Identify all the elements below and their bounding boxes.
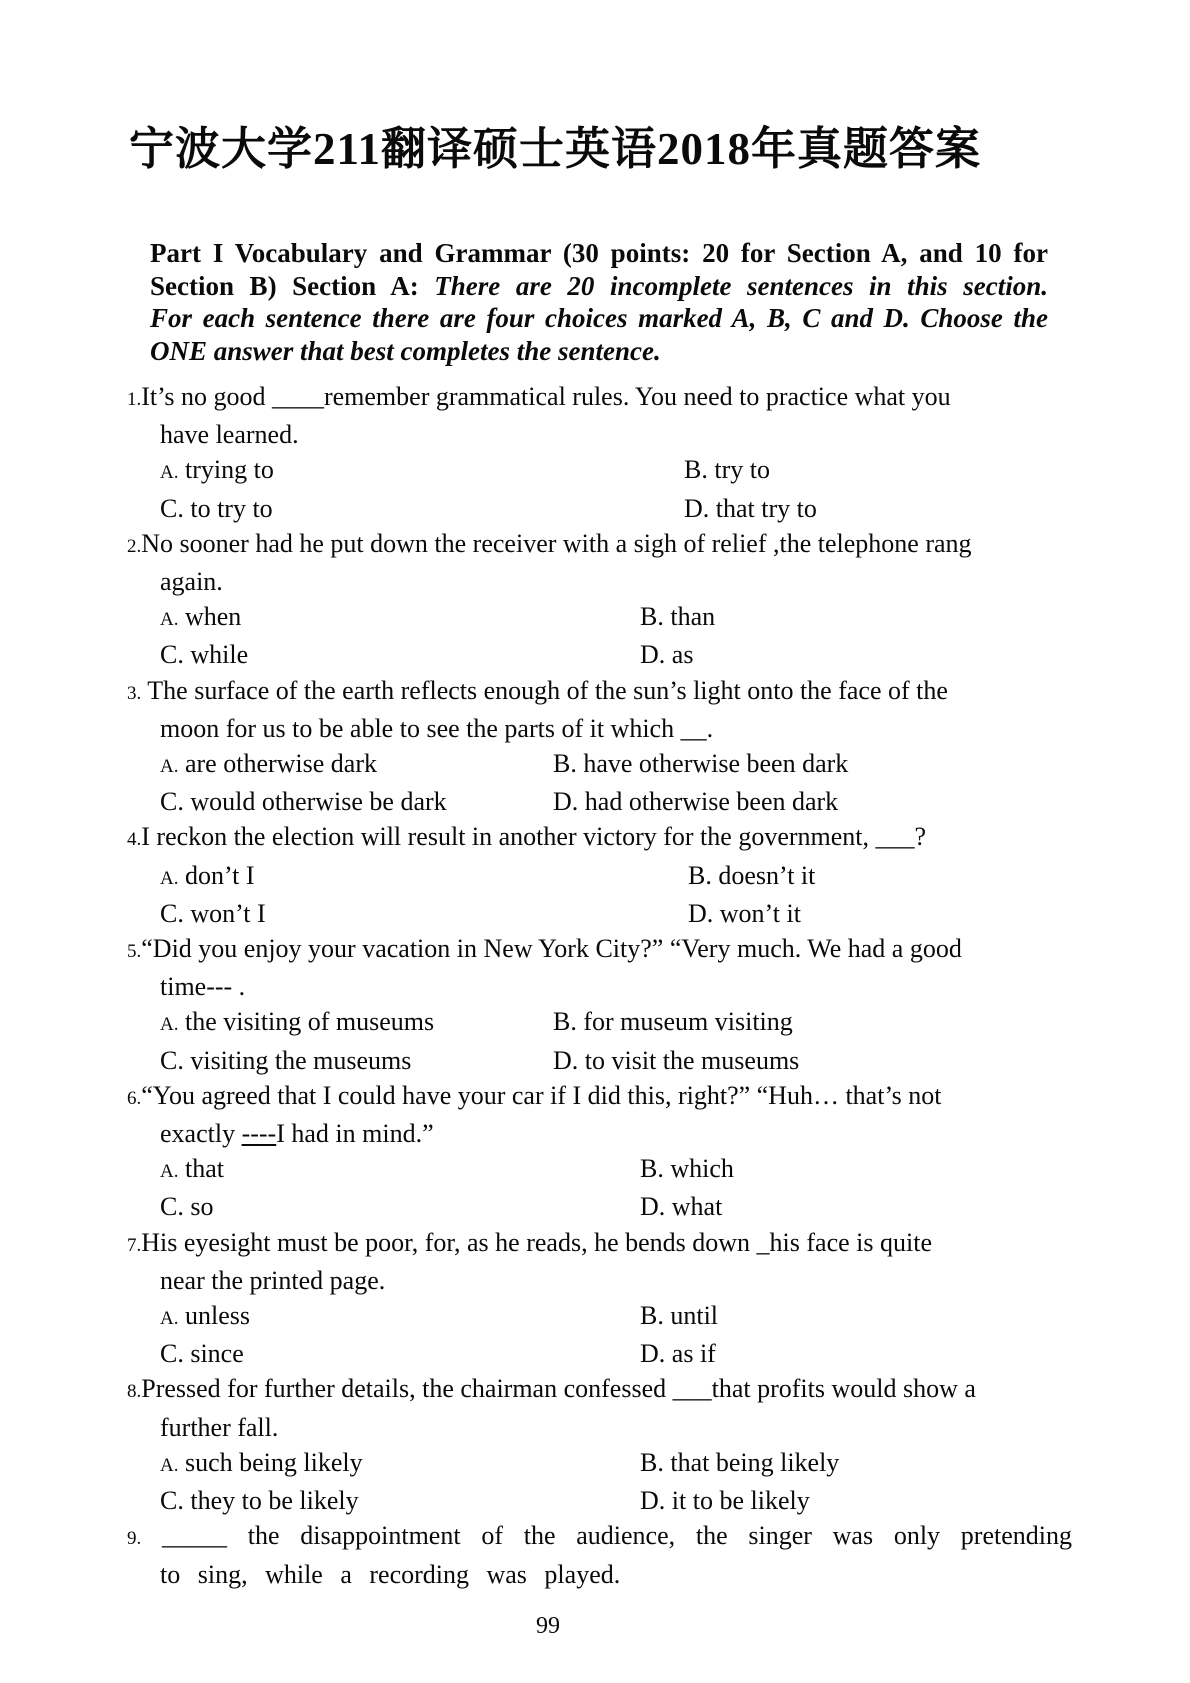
question-text: Pressed for further details, the chairman confessed ___that profits would show a — [141, 1374, 976, 1404]
option-d — [640, 1189, 722, 1224]
option-d — [688, 896, 801, 931]
options-row — [160, 491, 1072, 526]
option-b — [553, 746, 848, 781]
question-line — [127, 1225, 1072, 1263]
question-text-part: exactly — [160, 1119, 242, 1149]
question-text: It’s no good ____remember grammatical rules. You need to practice what you — [141, 382, 951, 411]
option-text: they to be likely — [190, 1486, 359, 1516]
page-title: 宁波大学211翻译硕士英语2018年真题答案 — [128, 124, 982, 174]
option-letter: D. — [640, 1339, 666, 1369]
question-2 — [127, 526, 1072, 673]
option-a — [160, 1151, 640, 1189]
option-letter: C. — [160, 640, 184, 670]
option-letter: D. — [640, 1486, 666, 1516]
question-3 — [127, 673, 1072, 820]
option-c — [160, 1043, 553, 1078]
option-text: as if — [671, 1339, 716, 1369]
question-text: again. — [160, 567, 223, 597]
option-d — [553, 1043, 799, 1078]
question-5 — [127, 931, 1072, 1078]
option-text: that try to — [715, 493, 817, 523]
option-letter: A. — [160, 462, 179, 484]
option-b — [688, 858, 815, 893]
option-letter: B. — [640, 1301, 664, 1331]
option-text: than — [670, 602, 716, 632]
heading-line-3 — [150, 302, 1048, 335]
question-7 — [127, 1225, 1072, 1372]
option-letter: A. — [160, 609, 179, 631]
options-row — [160, 452, 1072, 490]
option-text: don’t I — [184, 860, 255, 890]
question-text — [160, 1116, 1072, 1151]
question-number: 1. — [127, 389, 142, 410]
question-number: 8. — [127, 1381, 142, 1403]
section-heading — [150, 237, 1048, 367]
question-text: _____ the disappointment of the audience, the singer was only pretending — [162, 1521, 1072, 1551]
option-a — [160, 1445, 640, 1483]
question-text: near the printed page. — [160, 1265, 386, 1295]
heading-bold-text: Section B) Section A: — [150, 270, 435, 301]
option-a — [160, 1298, 640, 1336]
option-text: doesn’t it — [718, 860, 816, 890]
options-row — [160, 1043, 1072, 1078]
question-line — [127, 1518, 1072, 1556]
option-letter: A. — [160, 1454, 179, 1476]
option-text: that being likely — [670, 1447, 840, 1477]
option-letter: D. — [640, 1192, 666, 1222]
options-row — [160, 1298, 1072, 1336]
option-text: to visit the museums — [584, 1045, 800, 1075]
option-a — [160, 858, 688, 896]
question-text: “Did you enjoy your vacation in New York City?” “Very much. We had a good — [141, 934, 962, 964]
option-text: to try to — [190, 493, 273, 523]
option-letter: A. — [160, 867, 179, 889]
question-number: 4. — [127, 829, 142, 851]
option-letter: B. — [684, 455, 708, 485]
option-b — [684, 452, 770, 487]
options-row — [160, 784, 1072, 819]
option-text: such being likely — [184, 1447, 363, 1477]
option-b — [553, 1004, 793, 1039]
option-b — [640, 599, 715, 634]
option-text: won’t it — [719, 898, 801, 928]
question-line — [127, 379, 1072, 417]
question-text: have learned. — [160, 420, 299, 450]
question-text: to sing, while a recording was played. — [160, 1559, 621, 1589]
option-letter: C. — [160, 493, 184, 523]
option-text: had otherwise been dark — [584, 787, 839, 817]
option-letter: B. — [640, 1154, 664, 1184]
option-letter: B. — [640, 1447, 664, 1477]
question-text: moon for us to be able to see the parts of it which __. — [160, 713, 714, 743]
question-number: 9. — [127, 1528, 142, 1550]
heading-line-4 — [150, 335, 1048, 368]
option-letter: A. — [160, 1161, 179, 1183]
option-text: so — [190, 1192, 214, 1222]
options-row — [160, 1445, 1072, 1483]
option-b — [640, 1298, 718, 1333]
question-line — [127, 1078, 1072, 1116]
question-line — [127, 931, 1072, 969]
option-text: the visiting of museums — [184, 1007, 435, 1037]
option-a — [160, 599, 640, 637]
option-letter: B. — [553, 1007, 577, 1037]
option-text: trying to — [184, 455, 274, 485]
options-row — [160, 896, 1072, 931]
option-text: unless — [184, 1301, 250, 1331]
option-text: visiting the museums — [190, 1045, 412, 1075]
question-text: I reckon the election will result in another victory for the government, ___? — [141, 822, 927, 852]
options-row — [160, 1189, 1072, 1224]
question-6 — [127, 1078, 1072, 1225]
option-text: when — [184, 602, 242, 632]
question-text: The surface of the earth reflects enough of the sun’s light onto the face of the — [141, 675, 948, 705]
option-text: it to be likely — [671, 1486, 810, 1516]
option-text: for museum visiting — [583, 1007, 793, 1037]
option-letter: C. — [160, 898, 184, 928]
question-line — [127, 673, 1072, 711]
option-text: which — [670, 1154, 734, 1184]
option-letter: D. — [640, 640, 666, 670]
options-row — [160, 637, 1072, 672]
options-row — [160, 1004, 1072, 1042]
question-line — [127, 526, 1072, 564]
question-1 — [127, 379, 1072, 526]
questions-list — [127, 379, 1072, 1592]
question-text: His eyesight must be poor, for, as he reads, he bends down _his face is quite — [141, 1227, 932, 1257]
option-c — [160, 896, 688, 931]
heading-italic-text: There are 20 incomplete sentences in this section. — [434, 270, 1048, 301]
option-letter: D. — [684, 493, 710, 523]
options-row — [160, 1151, 1072, 1189]
question-text: “You agreed that I could have your car if I did this, right?” “Huh… that’s not — [141, 1080, 942, 1110]
heading-line-1 — [150, 237, 1048, 270]
question-text: further fall. — [160, 1412, 279, 1442]
option-text: what — [671, 1192, 723, 1222]
heading-line-2 — [150, 270, 1048, 303]
option-d — [553, 784, 838, 819]
option-text: since — [190, 1339, 244, 1369]
option-a — [160, 746, 553, 784]
option-letter: A. — [160, 1308, 179, 1330]
option-text: until — [670, 1301, 719, 1331]
question-line — [127, 1371, 1072, 1409]
underlined-blank: ---- — [241, 1119, 277, 1149]
heading-bold-text: Part I Vocabulary and Grammar (30 points: 20 for Section A, and 10 for — [150, 238, 1048, 268]
question-9 — [127, 1518, 1072, 1591]
option-d — [684, 491, 817, 526]
question-text: time--- . — [160, 972, 246, 1002]
option-letter: B. — [688, 860, 712, 890]
question-line — [127, 819, 1072, 857]
option-text: would otherwise be dark — [190, 787, 447, 817]
option-c — [160, 1336, 640, 1371]
option-letter: C. — [160, 1486, 184, 1516]
option-letter: D. — [553, 787, 579, 817]
option-text: try to — [714, 455, 770, 485]
option-text: won’t I — [190, 898, 266, 928]
option-text: are otherwise dark — [184, 749, 378, 779]
question-number: 6. — [127, 1087, 142, 1109]
question-number: 3. — [127, 682, 142, 704]
option-text: as — [671, 640, 694, 670]
option-c — [160, 1189, 640, 1224]
page-number: 99 — [536, 1613, 560, 1639]
option-letter: B. — [553, 749, 577, 779]
option-letter: C. — [160, 1045, 184, 1075]
option-letter: C. — [160, 787, 184, 817]
option-letter: C. — [160, 1192, 184, 1222]
option-letter: C. — [160, 1339, 184, 1369]
options-row — [160, 1336, 1072, 1371]
question-number: 2. — [127, 535, 142, 557]
option-letter: A. — [160, 1014, 179, 1036]
option-b — [640, 1445, 839, 1480]
question-number: 7. — [127, 1234, 142, 1256]
option-a — [160, 452, 684, 490]
option-text: that — [184, 1154, 224, 1184]
question-text-part: I had in mind.” — [276, 1119, 434, 1149]
option-d — [640, 637, 693, 672]
option-b — [640, 1151, 734, 1186]
option-d — [640, 1336, 716, 1371]
option-letter: D. — [553, 1045, 579, 1075]
option-letter: D. — [688, 898, 714, 928]
options-row — [160, 746, 1072, 784]
options-row — [160, 1483, 1072, 1518]
option-text: while — [190, 640, 249, 670]
option-letter: A. — [160, 756, 179, 778]
question-8 — [127, 1371, 1072, 1518]
option-d — [640, 1483, 810, 1518]
heading-italic-text: ONE answer that best completes the sentence. — [150, 335, 661, 366]
question-text: No sooner had he put down the receiver with a sigh of relief ,the telephone rang — [141, 528, 972, 558]
heading-italic-text: For each sentence there are four choices marked A, B, C and D. Choose the — [150, 303, 1048, 333]
option-letter: B. — [640, 602, 664, 632]
option-c — [160, 1483, 640, 1518]
question-4 — [127, 819, 1072, 931]
options-row — [160, 599, 1072, 637]
option-c — [160, 491, 684, 526]
option-a — [160, 1004, 553, 1042]
option-text: have otherwise been dark — [583, 749, 849, 779]
option-c — [160, 637, 640, 672]
option-c — [160, 784, 553, 819]
question-number: 5. — [127, 941, 142, 963]
options-row — [160, 858, 1072, 896]
